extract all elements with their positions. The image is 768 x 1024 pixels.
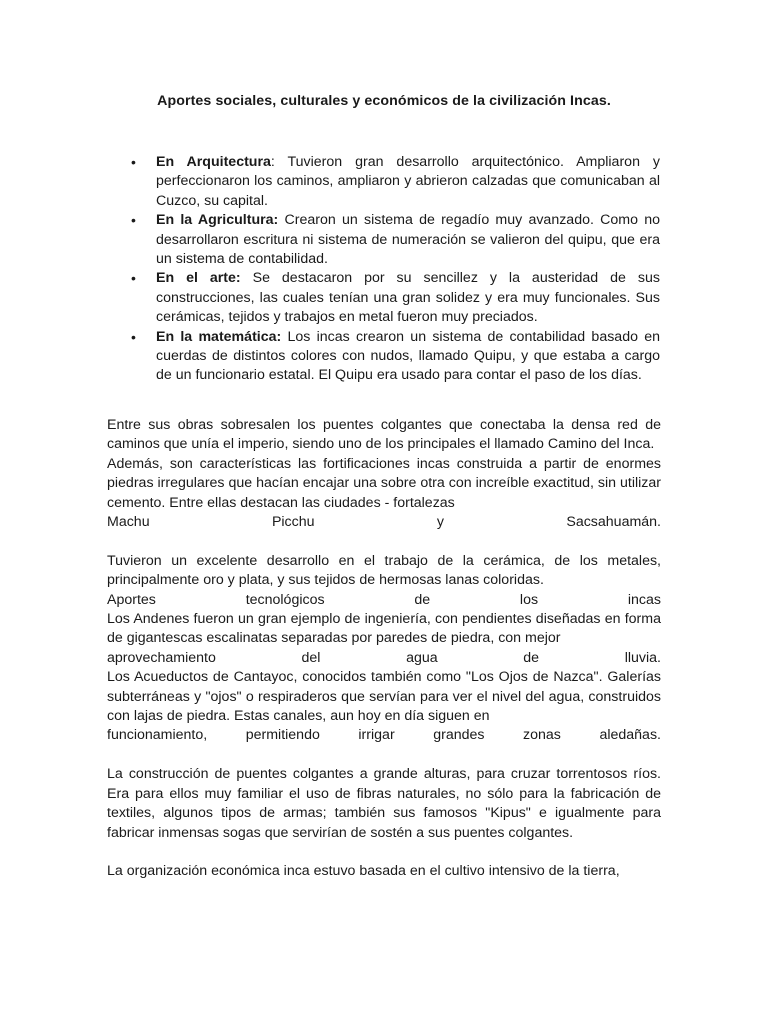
paragraph-ceramica: Tuvieron un excelente desarrollo en el trabajo de la cerámica, de los metales, principalmente oro y plata, y sus tejidos de hermosas lanas coloridas. [107, 552, 661, 589]
paragraph-gap [107, 746, 661, 765]
paragraph-aportes-heading: Aportes tecnológicos de los incas [107, 591, 661, 608]
paragraph-puentes-colgantes: La construcción de puentes colgantes a grande alturas, para cruzar torrentosos ríos. Era para ellos muy familiar el uso de fibras naturales, no sólo para la fabricación de textiles, algunos tipos de armas; también sus famosos "Kipus" e igualmente para fabricar inmensas sogas que servirían de sostén a sus puentes colgantes. [107, 766, 661, 841]
bullet-icon: • [131, 212, 136, 229]
list-item-text: : Tuvieron gran desarrollo arquitectónico. Ampliaron y perfeccionaron los caminos, ampliaron y abrieron calzadas que comunicaban al Cuzco, su capital. [156, 154, 660, 209]
list-item-arquitectura [131, 153, 660, 211]
list-item-agricultura [131, 211, 660, 269]
list-item-heading: En Arquitectura [156, 154, 271, 170]
list-item-heading: En el arte: [156, 270, 241, 287]
bullet-icon: • [131, 270, 136, 287]
bullet-icon: • [131, 328, 136, 345]
paragraph-acueductos: Los Acueductos de Cantayoc, conocidos también como "Los Ojos de Nazca". Galerías subterráneas y "ojos" o respiraderos que servían para ver el nivel del agua, construidos con lajas de piedra. Estas canales, aun hoy en día siguen en [107, 669, 661, 725]
paragraph-puentes: Entre sus obras sobresalen los puentes colgantes que conectaba la densa red de caminos que unía el imperio, siendo uno de los principales el llamado Camino del Inca. [107, 417, 661, 453]
list-item-heading: En la Agricultura: [156, 212, 279, 229]
document-body [107, 416, 661, 882]
list-item-heading: En la matemática: [156, 328, 282, 345]
bullet-icon: • [131, 154, 136, 170]
paragraph-organizacion: La organización económica inca estuvo basada en el cultivo intensivo de la tierra, [107, 863, 620, 880]
document-title: Aportes sociales, culturales y económicos de la civilización Incas. [157, 93, 611, 109]
paragraph-andenes: Los Andenes fueron un gran ejemplo de ingeniería, con pendientes diseñadas en forma de gigantescas escalinatas separadas por paredes de piedra, con mejor [107, 611, 661, 647]
paragraph-fortificaciones: Además, son características las fortificaciones incas construida a partir de enormes piedras irregulares que hacían encajar una sobre otra con increíble exactitud, sin utilizar cemento. Entre ellas destacan las ciudades - fortalezas [107, 455, 661, 511]
list-item-text: Crearon un sistema de regadío muy avanzado. Como no desarrollaron escritura ni sistema de numeración se valieron del quipu, que era un sistema de contabilidad. [156, 212, 660, 268]
list-item-arte [131, 269, 660, 327]
paragraph-gap [107, 843, 661, 862]
list-item-text: Los incas crearon un sistema de contabilidad basado en cuerdas de distintos colores con nudos, llamado Quipu, y que estaba a cargo de un funcionario estatal. El Quipu era usado para contar el paso de los días. [156, 328, 660, 384]
list-item-text: Se destacaron por su sencillez y la austeridad de sus construcciones, las cuales tenían una gran solidez y era muy funcionales. Sus cerámicas, tejidos y trabajos en metal fueron muy preciados. [156, 270, 660, 326]
list-item-matematica [131, 328, 660, 386]
paragraph-fortificaciones-end: Machu Picchu y Sacsahuamán. [107, 514, 661, 531]
paragraph-gap [107, 532, 661, 551]
contributions-list [131, 153, 660, 386]
paragraph-acueductos-end: funcionamiento, permitiendo irrigar grandes zonas aledañas. [107, 727, 661, 744]
paragraph-andenes-end: aprovechamiento del agua de lluvia. [107, 649, 661, 666]
